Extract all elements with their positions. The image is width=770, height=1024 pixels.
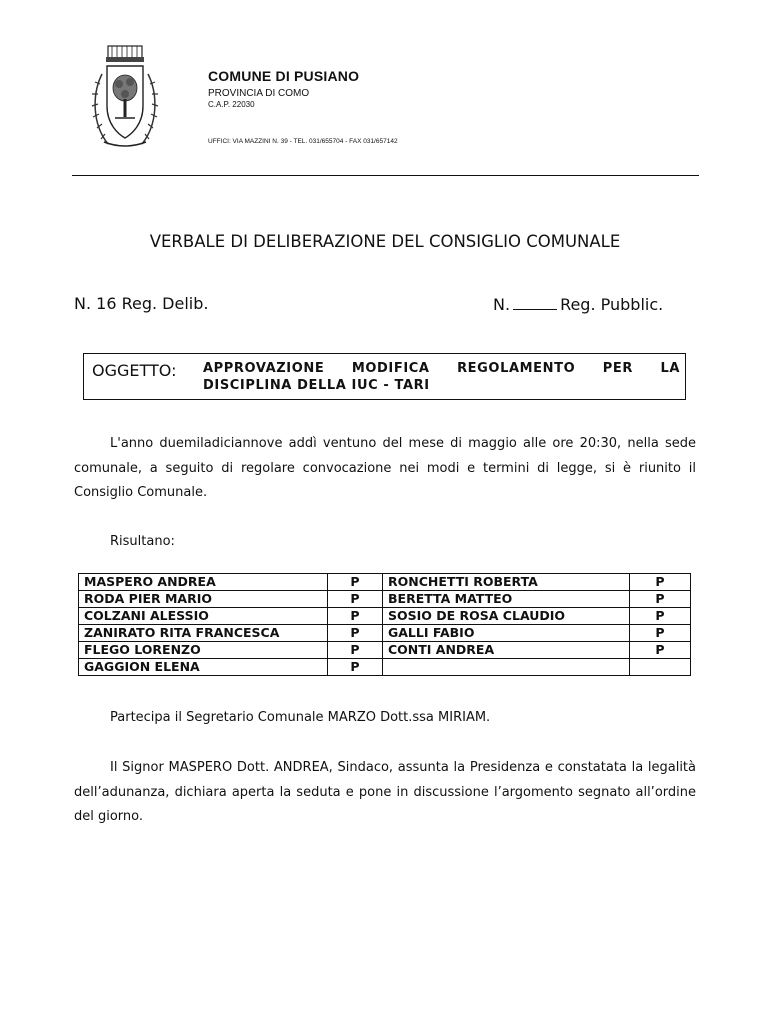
postal-code: C.A.P. 22030 xyxy=(208,100,255,109)
presence-status: P xyxy=(328,608,383,625)
province-name: PROVINCIA DI COMO xyxy=(208,88,310,99)
secretary-paragraph: Partecipa il Segretario Comunale MARZO Dott.ssa MIRIAM. xyxy=(110,710,491,725)
presence-status: P xyxy=(630,625,691,642)
municipality-name: COMUNE DI PUSIANO xyxy=(208,68,360,84)
table-row xyxy=(79,591,691,608)
presence-status: P xyxy=(328,591,383,608)
subject-label: OGGETTO: xyxy=(92,361,177,380)
presence-status: P xyxy=(328,642,383,659)
councillor-name: CONTI ANDREA xyxy=(383,642,630,659)
pubblic-prefix: N. xyxy=(493,295,511,314)
coat-of-arms-icon xyxy=(90,44,160,152)
table-row xyxy=(79,625,691,642)
presence-status: P xyxy=(630,642,691,659)
table-row xyxy=(79,574,691,591)
risultano-label: Risultano: xyxy=(110,534,175,549)
councillor-name: ZANIRATO RITA FRANCESCA xyxy=(79,625,328,642)
intro-paragraph: L'anno duemiladiciannove addì ventuno del mese di maggio alle ore 20:30, nella sede comunale, a seguito di regolare convocazione nei modi e termini di legge, si è riunito il Consiglio Comunale. xyxy=(74,436,696,500)
subject-box xyxy=(83,353,686,400)
table-row xyxy=(79,608,691,625)
presence-status: P xyxy=(630,574,691,591)
subject-text: APPROVAZIONE MODIFICA REGOLAMENTO PER LA DISCIPLINA DELLA IUC - TARI xyxy=(203,361,680,393)
presence-status: P xyxy=(630,608,691,625)
header-divider xyxy=(72,175,699,176)
councillor-name: FLEGO LORENZO xyxy=(79,642,328,659)
councillor-name: RONCHETTI ROBERTA xyxy=(383,574,630,591)
pubblic-number xyxy=(493,294,663,314)
presence-status: P xyxy=(328,659,383,676)
table-row xyxy=(79,659,691,676)
councillor-name: GALLI FABIO xyxy=(383,625,630,642)
presence-status: P xyxy=(328,574,383,591)
pubblic-blank-line xyxy=(513,294,557,310)
presidency-paragraph: Il Signor MASPERO Dott. ANDREA, Sindaco, assunta la Presidenza e constatata la legalità dell’adunanza, dichiara aperta la seduta e pone in discussione l’argomento segnato all’ordine del giorno. xyxy=(74,760,696,824)
attendance-table xyxy=(78,573,691,676)
councillor-name: MASPERO ANDREA xyxy=(79,574,328,591)
councillor-name: GAGGION ELENA xyxy=(79,659,328,676)
table-row xyxy=(79,642,691,659)
councillor-name: COLZANI ALESSIO xyxy=(79,608,328,625)
presence-status: P xyxy=(328,625,383,642)
presence-status: P xyxy=(630,591,691,608)
presence-status xyxy=(630,659,691,676)
delib-number: N. 16 Reg. Delib. xyxy=(74,294,209,313)
pubblic-suffix: Reg. Pubblic. xyxy=(560,295,664,314)
councillor-name: RODA PIER MARIO xyxy=(79,591,328,608)
document-title: VERBALE DI DELIBERAZIONE DEL CONSIGLIO COMUNALE xyxy=(149,232,621,251)
councillor-name: SOSIO DE ROSA CLAUDIO xyxy=(383,608,630,625)
office-contacts: UFFICI: VIA MAZZINI N. 39 - TEL. 031/655704 - FAX 031/657142 xyxy=(208,138,398,145)
councillor-name: BERETTA MATTEO xyxy=(383,591,630,608)
councillor-name xyxy=(383,659,630,676)
